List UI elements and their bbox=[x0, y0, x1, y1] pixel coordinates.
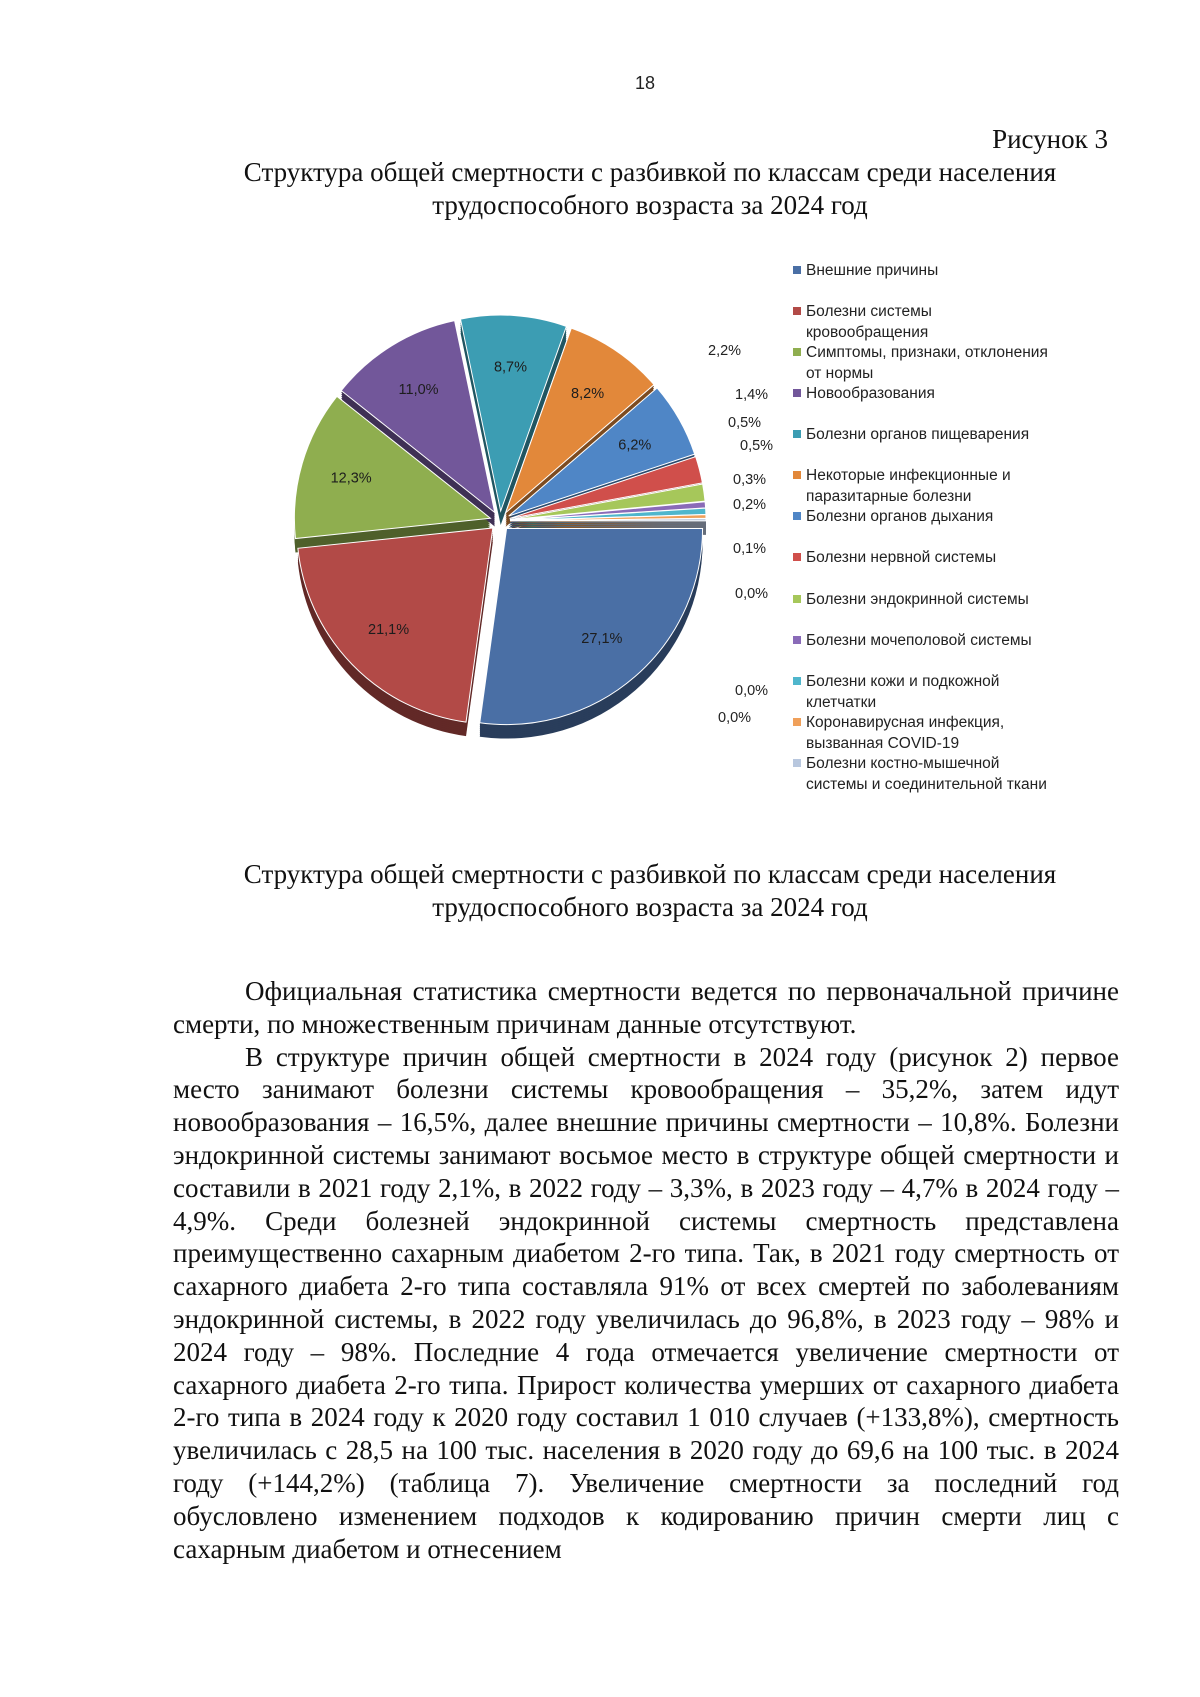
pie-data-label: 0,5% bbox=[728, 415, 762, 431]
legend-label: Симптомы, признаки, отклонения от нормы bbox=[806, 344, 1048, 382]
legend-label: Болезни системы кровообращения bbox=[806, 303, 932, 341]
legend-label: Болезни костно-мышечной системы и соединительной ткани bbox=[806, 755, 1047, 793]
pie-data-label: 0,3% bbox=[733, 472, 767, 488]
legend-swatch bbox=[793, 389, 801, 397]
legend-label: Болезни органов дыхания bbox=[806, 508, 994, 525]
pie-data-label: 0,0% bbox=[718, 710, 752, 726]
legend-label: Некоторые инфекционные и паразитарные болезни bbox=[806, 467, 1011, 505]
pie-data-label: 0,0% bbox=[735, 683, 769, 699]
pie-data-label: 1,4% bbox=[735, 387, 769, 403]
legend-swatch bbox=[793, 471, 801, 479]
page-number: 18 bbox=[634, 73, 656, 93]
legend-swatch bbox=[793, 266, 801, 274]
pie-data-label: 2,2% bbox=[708, 343, 742, 359]
legend-swatch bbox=[793, 636, 801, 644]
body-paragraph-1: Официальная статистика смертности ведется по первоначальной причине смерти, по множественным причинам данные отсутствуют. bbox=[173, 976, 1119, 1039]
legend-swatch bbox=[793, 307, 801, 315]
figure-title: Структура общей смертности с разбивкой по классам среди населения трудоспособного возраста за 2024 год bbox=[243, 157, 1057, 220]
pie-data-label: 0,0% bbox=[735, 586, 769, 602]
legend-label: Болезни органов пищеварения bbox=[806, 426, 1030, 443]
pie-data-label: 0,2% bbox=[733, 497, 767, 513]
pie-data-label: 27,1% bbox=[581, 630, 623, 647]
pie-data-label: 21,1% bbox=[368, 621, 410, 638]
legend-swatch bbox=[793, 677, 801, 685]
body-paragraph-2: В структуре причин общей смертности в 2024 году (рисунок 2) первое место занимают болезни системы кровообращения – 35,2%, затем идут новообразования – 16,5%, далее внешние причины смертности – 10,8%. Болезни эндокринной системы занимают восьмое место в структуре общей смертности и составили в 2021 году 2,1%, в 2022 году – 3,3%, в 2023 году – 4,7% в 2024 году – 4,9%. Среди болезней эндокринной системы смертность представлена преимущественно сахарным диабетом 2-го типа. Так, в 2021 году смертность от сахарного диабета 2-го типа составляла 91% от всех смертей по заболеваниям эндокринной системы, в 2022 году увеличилась до 96,8%, в 2023 году – 98% и 2024 году – 98%. Последние 4 года отмечается увеличение смертности от сахарного диабета 2-го типа. Прирост количества умерших от сахарного диабета 2-го типа в 2024 году к 2020 году составил 1 010 случаев (+133,8%), смертность увеличилась с 28,5 на 100 тыс. населения в 2020 году до 69,6 на 100 тыс. в 2024 году (+144,2%) (таблица 7). Увеличение смертности за последний год обусловлено изменением подходов к кодированию причин смерти лиц с сахарным диабетом и отнесением bbox=[173, 1041, 1119, 1564]
pie-data-label: 8,2% bbox=[571, 386, 605, 403]
legend-swatch bbox=[793, 595, 801, 603]
figure-caption: Структура общей смертности с разбивкой по классам среди населения трудоспособного возраста за 2024 год bbox=[243, 859, 1057, 922]
pie-data-label: 12,3% bbox=[330, 470, 372, 487]
legend-label: Новообразования bbox=[806, 385, 935, 402]
pie-data-label: 11,0% bbox=[398, 382, 439, 399]
legend-swatch bbox=[793, 512, 801, 520]
body-text bbox=[173, 975, 1119, 1565]
pie-data-label: 0,5% bbox=[740, 438, 774, 454]
legend-swatch bbox=[793, 430, 801, 438]
legend-swatch bbox=[793, 759, 801, 767]
pie-data-label: 0,1% bbox=[733, 541, 767, 557]
legend-label: Коронавирусная инфекция, вызванная COVID-19 bbox=[806, 714, 1005, 752]
legend-swatch bbox=[793, 348, 801, 356]
pie-chart bbox=[0, 230, 1200, 790]
legend-swatch bbox=[793, 553, 801, 561]
pie-slice bbox=[480, 529, 703, 725]
legend-label: Болезни эндокринной системы bbox=[806, 591, 1029, 608]
legend-label: Болезни кожи и подкожной клетчатки bbox=[806, 673, 1000, 711]
pie-data-label: 8,7% bbox=[493, 359, 528, 376]
pie-data-label: 6,2% bbox=[618, 437, 652, 454]
figure-label: Рисунок 3 bbox=[992, 124, 1108, 154]
legend-label: Болезни нервной системы bbox=[806, 549, 997, 566]
legend-label: Болезни мочеполовой системы bbox=[806, 632, 1032, 649]
legend-swatch bbox=[793, 718, 801, 726]
legend-label: Внешние причины bbox=[806, 262, 939, 279]
